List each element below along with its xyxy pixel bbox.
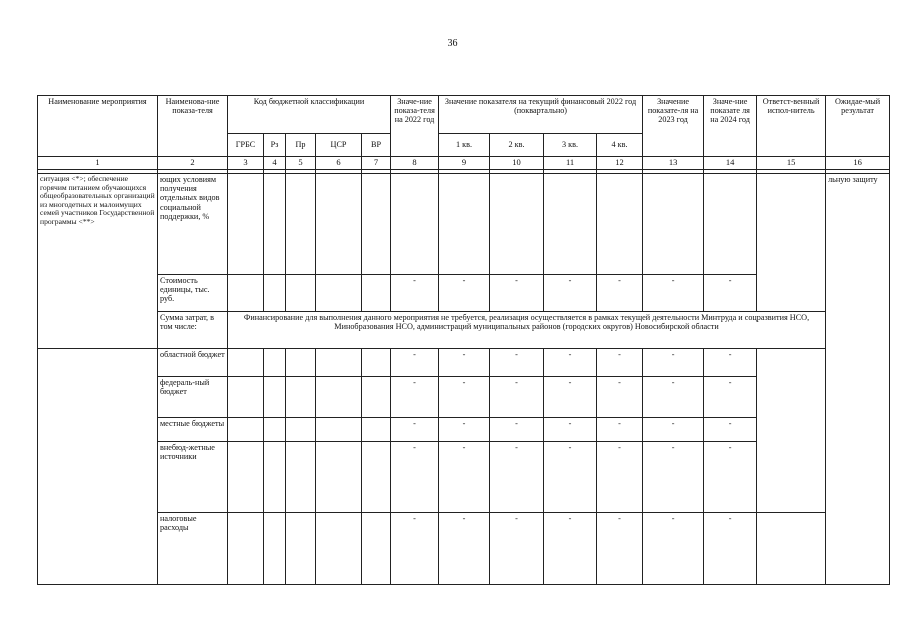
col-number: 7	[362, 156, 391, 169]
value-cell: -	[544, 274, 597, 312]
value-cell: -	[544, 348, 597, 376]
value-cell: -	[391, 512, 439, 584]
value-cell: -	[439, 274, 490, 312]
value-cell: -	[391, 348, 439, 376]
col-number: 8	[391, 156, 439, 169]
col-number: 13	[643, 156, 704, 169]
page-number: 36	[447, 38, 458, 49]
value-cell: -	[490, 348, 544, 376]
indicator-unit-cost: Стоимость единицы, тыс. руб.	[158, 274, 228, 312]
col-number: 5	[286, 156, 316, 169]
col-number: 6	[316, 156, 362, 169]
header-responsible: Ответст-венный испол-нитель	[757, 96, 826, 157]
col-number: 9	[439, 156, 490, 169]
budget-local: местные бюджеты	[158, 417, 228, 441]
header-indicator-name: Наименова-ние показа-теля	[158, 96, 228, 157]
col-number: 10	[490, 156, 544, 169]
indicator-share: ющих условиям получения отдельных видов социальной поддержки, %	[158, 174, 228, 274]
col-number: 12	[597, 156, 643, 169]
value-cell: -	[597, 417, 643, 441]
header-q1: 1 кв.	[439, 133, 490, 156]
header-q3: 3 кв.	[544, 133, 597, 156]
value-cell: -	[490, 417, 544, 441]
value-cell: -	[439, 376, 490, 417]
value-cell: -	[544, 441, 597, 512]
event-name-cell: ситуация <*>; обеспечение горячим питанием обучающихся общеобразовательных организаций из многодетных и малоимущих семей участников Государственной программы <**>	[38, 174, 158, 348]
header-expected-result: Ожидае-мый результат	[826, 96, 890, 157]
header-q4: 4 кв.	[597, 133, 643, 156]
header-value-2022: Значе-ние показа-теля на 2022 год	[391, 96, 439, 157]
value-cell: -	[643, 512, 704, 584]
header-grbs: ГРБС	[228, 133, 264, 156]
value-cell: -	[544, 512, 597, 584]
header-pr: Пр	[286, 133, 316, 156]
col-number: 15	[757, 156, 826, 169]
value-cell: -	[544, 417, 597, 441]
value-cell: -	[704, 274, 757, 312]
value-cell: -	[439, 441, 490, 512]
value-cell: -	[391, 417, 439, 441]
value-cell: -	[597, 274, 643, 312]
value-cell: -	[490, 376, 544, 417]
total-costs-label: Сумма затрат, в том числе:	[158, 312, 228, 349]
header-budget-code: Код бюджетной классификации	[228, 96, 391, 134]
value-cell: -	[439, 417, 490, 441]
value-cell: -	[643, 441, 704, 512]
value-cell: -	[643, 274, 704, 312]
budget-regional: областной бюджет	[158, 348, 228, 376]
value-cell: -	[597, 376, 643, 417]
value-cell: -	[490, 512, 544, 584]
col-number: 14	[704, 156, 757, 169]
value-cell: -	[704, 348, 757, 376]
value-cell: -	[704, 441, 757, 512]
col-number: 1	[38, 156, 158, 169]
value-cell: -	[544, 376, 597, 417]
col-number: 2	[158, 156, 228, 169]
header-event-name: Наименование мероприятия	[38, 96, 158, 157]
header-csr: ЦСР	[316, 133, 362, 156]
value-cell: -	[597, 441, 643, 512]
value-cell: -	[704, 417, 757, 441]
value-cell: -	[391, 274, 439, 312]
value-cell: -	[704, 376, 757, 417]
value-cell: -	[704, 512, 757, 584]
expected-result-cell: льную защиту	[826, 174, 890, 585]
value-cell: -	[439, 512, 490, 584]
col-number: 11	[544, 156, 597, 169]
plan-table	[37, 95, 890, 585]
value-cell: -	[439, 348, 490, 376]
value-cell: -	[391, 441, 439, 512]
value-cell: -	[391, 376, 439, 417]
header-value-2024: Значе-ние показате ля на 2024 год	[704, 96, 757, 157]
value-cell: -	[643, 417, 704, 441]
value-cell: -	[643, 376, 704, 417]
budget-extrabudgetary: внебюд-жетные источники	[158, 441, 228, 512]
value-cell: -	[597, 512, 643, 584]
budget-tax-expenditures: налоговые расходы	[158, 512, 228, 584]
budget-federal: федераль-ный бюджет	[158, 376, 228, 417]
value-cell: -	[490, 441, 544, 512]
value-cell: -	[643, 348, 704, 376]
header-q2: 2 кв.	[490, 133, 544, 156]
financing-note: Финансирование для выполнения данного мероприятия не требуется, реализация осуществляется в рамках текущей деятельности Минтруда и соцразвития НСО, Минобразования НСО, администраций муниципальных районов (городских округов) Новосибирской области	[228, 312, 826, 349]
header-quarterly-2022: Значение показателя на текущий финансовый 2022 год (поквартально)	[439, 96, 643, 134]
header-rz: Рз	[264, 133, 286, 156]
col-number: 4	[264, 156, 286, 169]
col-number: 16	[826, 156, 890, 169]
value-cell: -	[597, 348, 643, 376]
header-vr: ВР	[362, 133, 391, 156]
value-cell: -	[490, 274, 544, 312]
col-number: 3	[228, 156, 264, 169]
header-value-2023: Значение показате-ля на 2023 год	[643, 96, 704, 157]
